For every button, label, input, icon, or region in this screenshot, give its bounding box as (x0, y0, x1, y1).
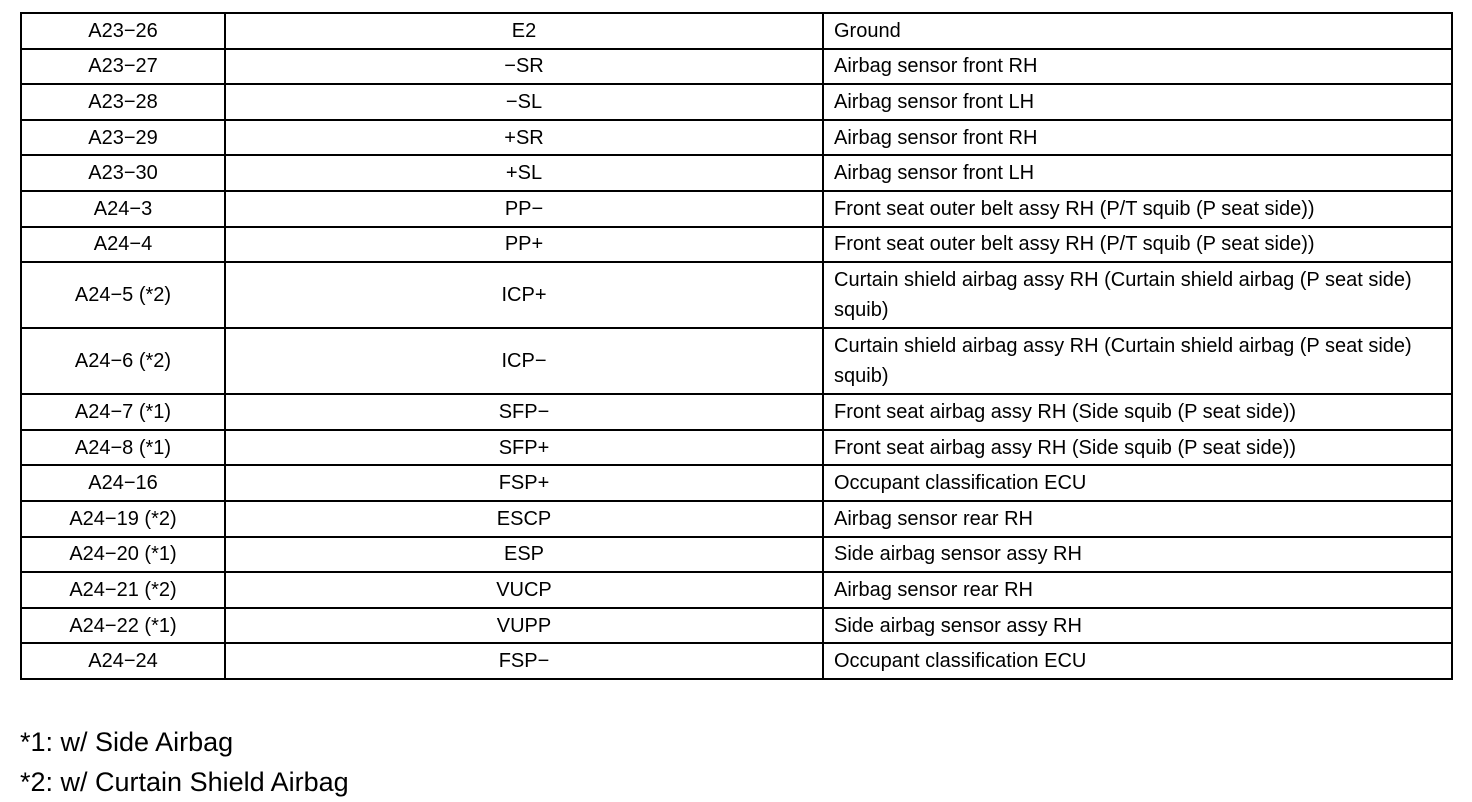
description-cell: Airbag sensor front LH (823, 155, 1452, 191)
table-row (21, 572, 1452, 608)
symbol-cell: −SR (225, 49, 823, 85)
description-cell: Front seat airbag assy RH (Side squib (P seat side)) (823, 394, 1452, 430)
description-cell: Ground (823, 13, 1452, 49)
description-cell: Curtain shield airbag assy RH (Curtain shield airbag (P seat side) squib) (823, 328, 1452, 394)
description-cell: Occupant classification ECU (823, 643, 1452, 679)
table-row (21, 13, 1452, 49)
symbol-cell: ICP+ (225, 262, 823, 328)
symbol-cell: −SL (225, 84, 823, 120)
symbol-cell: +SL (225, 155, 823, 191)
terminal-cell: A23−27 (21, 49, 225, 85)
symbol-cell: ESP (225, 537, 823, 573)
symbol-cell: PP− (225, 191, 823, 227)
symbol-cell: E2 (225, 13, 823, 49)
terminal-cell: A24−16 (21, 465, 225, 501)
symbol-cell: +SR (225, 120, 823, 156)
table-row (21, 430, 1452, 466)
symbol-cell: PP+ (225, 227, 823, 263)
table-row (21, 120, 1452, 156)
description-cell: Side airbag sensor assy RH (823, 537, 1452, 573)
description-cell: Airbag sensor front RH (823, 120, 1452, 156)
terminal-cell: A23−26 (21, 13, 225, 49)
description-cell: Airbag sensor rear RH (823, 572, 1452, 608)
terminal-cell: A24−7 (*1) (21, 394, 225, 430)
terminal-cell: A23−28 (21, 84, 225, 120)
table-row (21, 608, 1452, 644)
symbol-cell: VUPP (225, 608, 823, 644)
description-cell: Airbag sensor front LH (823, 84, 1452, 120)
description-cell: Occupant classification ECU (823, 465, 1452, 501)
symbol-cell: SFP− (225, 394, 823, 430)
description-cell: Front seat outer belt assy RH (P/T squib (P seat side)) (823, 227, 1452, 263)
terminal-cell: A24−21 (*2) (21, 572, 225, 608)
terminal-cell: A24−4 (21, 227, 225, 263)
table-row (21, 262, 1452, 328)
description-cell: Airbag sensor rear RH (823, 501, 1452, 537)
table-row (21, 84, 1452, 120)
table-row (21, 191, 1452, 227)
terminal-cell: A24−24 (21, 643, 225, 679)
terminal-table (20, 12, 1453, 680)
symbol-cell: VUCP (225, 572, 823, 608)
footnote-curtain-shield-airbag: *2: w/ Curtain Shield Airbag (20, 767, 349, 797)
table-row (21, 643, 1452, 679)
table-row (21, 501, 1452, 537)
table-row (21, 394, 1452, 430)
terminal-cell: A24−22 (*1) (21, 608, 225, 644)
terminal-cell: A23−29 (21, 120, 225, 156)
terminal-cell: A24−8 (*1) (21, 430, 225, 466)
terminal-cell: A24−6 (*2) (21, 328, 225, 394)
terminal-cell: A24−3 (21, 191, 225, 227)
symbol-cell: FSP+ (225, 465, 823, 501)
symbol-cell: ESCP (225, 501, 823, 537)
footnotes (20, 722, 820, 802)
terminal-cell: A23−30 (21, 155, 225, 191)
description-cell: Front seat airbag assy RH (Side squib (P seat side)) (823, 430, 1452, 466)
description-cell: Curtain shield airbag assy RH (Curtain shield airbag (P seat side) squib) (823, 262, 1452, 328)
symbol-cell: ICP− (225, 328, 823, 394)
symbol-cell: SFP+ (225, 430, 823, 466)
table-row (21, 49, 1452, 85)
terminal-cell: A24−19 (*2) (21, 501, 225, 537)
description-cell: Airbag sensor front RH (823, 49, 1452, 85)
table-row (21, 537, 1452, 573)
symbol-cell: FSP− (225, 643, 823, 679)
terminal-cell: A24−20 (*1) (21, 537, 225, 573)
table-row (21, 328, 1452, 394)
table-row (21, 227, 1452, 263)
description-cell: Front seat outer belt assy RH (P/T squib (P seat side)) (823, 191, 1452, 227)
terminal-cell: A24−5 (*2) (21, 262, 225, 328)
table-row (21, 155, 1452, 191)
footnote-side-airbag: *1: w/ Side Airbag (20, 727, 234, 757)
description-cell: Side airbag sensor assy RH (823, 608, 1452, 644)
table-row (21, 465, 1452, 501)
